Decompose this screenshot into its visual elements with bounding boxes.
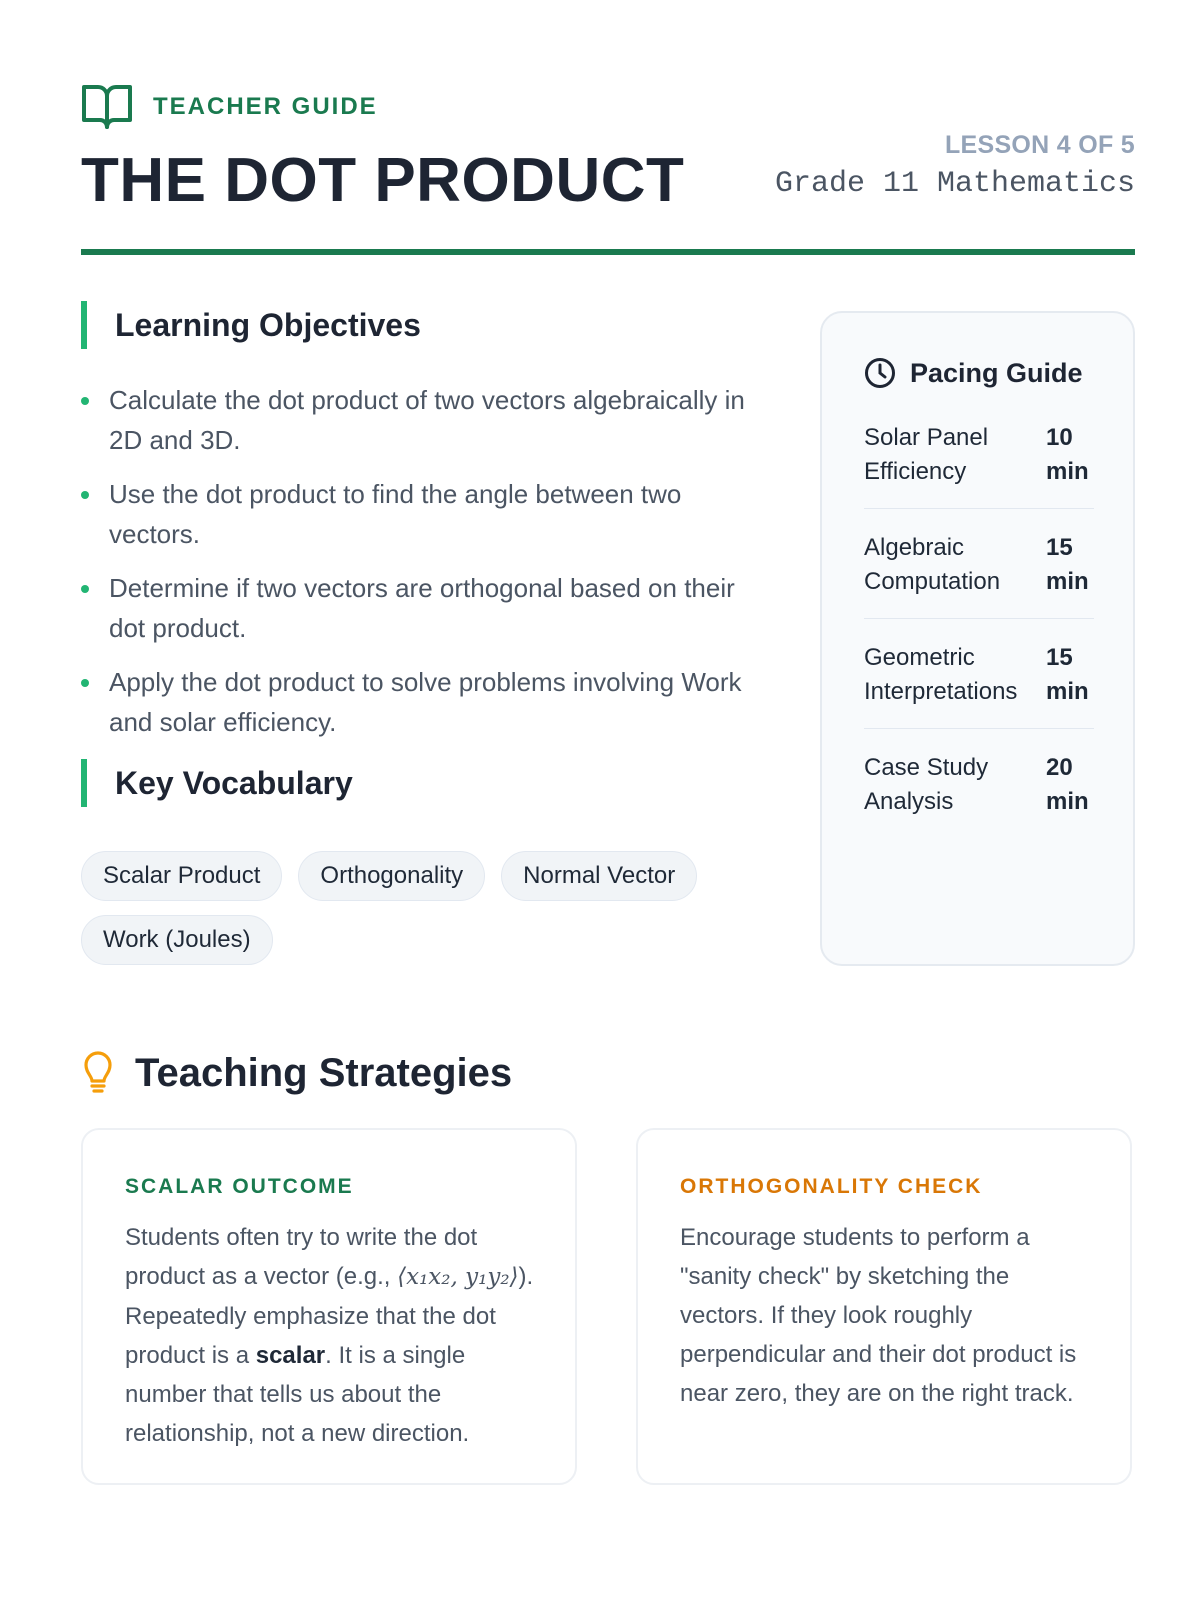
- pacing-duration: 20 min: [1046, 754, 1089, 815]
- strategy-text-part: . It is a single number that tells us about the relationship, not a new direction.: [125, 1342, 470, 1447]
- pacing-duration: 10 min: [1046, 424, 1089, 485]
- pacing-guide-card: [820, 311, 1135, 966]
- pacing-duration: 15 min: [1046, 644, 1089, 705]
- eyebrow-label: TEACHER GUIDE: [153, 93, 378, 120]
- vocab-chip: Normal Vector: [501, 851, 697, 901]
- vocabulary-heading: [81, 759, 353, 807]
- strategy-text: [125, 1218, 535, 1453]
- strategies-heading: [81, 1045, 512, 1101]
- pacing-activity: Geometric Interpretations: [864, 644, 1018, 705]
- pacing-duration: 15 min: [1046, 534, 1089, 595]
- pacing-activity: Solar Panel Efficiency: [864, 424, 989, 485]
- pacing-activity: Case Study Analysis: [864, 754, 989, 815]
- grade-level: Grade 11 Mathematics: [774, 167, 1135, 201]
- objective-item: Calculate the dot product of two vectors algebraically in 2D and 3D.: [81, 380, 751, 460]
- pacing-row: [864, 421, 1094, 509]
- vocab-chip: Orthogonality: [298, 851, 485, 901]
- header-divider: [81, 249, 1135, 255]
- objective-item: Use the dot product to find the angle between two vectors.: [81, 474, 751, 554]
- pacing-title: Pacing Guide: [910, 357, 1083, 388]
- pacing-activity: Algebraic Computation: [864, 534, 1001, 595]
- pacing-heading: [864, 357, 1083, 389]
- pacing-row: [864, 641, 1094, 729]
- heading-accent-bar: [81, 759, 87, 807]
- strategy-emphasis: scalar: [255, 1342, 326, 1369]
- lesson-meta: [775, 128, 1135, 206]
- objectives-title: Learning Objectives: [115, 306, 421, 343]
- strategy-card-orthogonality: [636, 1128, 1132, 1485]
- page-title: THE DOT PRODUCT: [81, 146, 685, 215]
- teacher-guide-page: [81, 0, 1135, 1600]
- strategy-text: Encourage students to perform a "sanity check" by sketching the vectors. If they look roughly perpendicular and their dot product is near zero, they are on the right track.: [680, 1224, 1077, 1407]
- math-expression: ⟨x₁x₂, y₁y₂⟩: [397, 1264, 519, 1290]
- objectives-heading: [81, 301, 421, 349]
- vocab-chip: Work (Joules): [81, 915, 273, 965]
- strategy-label: ORTHOGONALITY CHECK: [680, 1175, 983, 1198]
- lesson-number: LESSON 4 OF 5: [944, 131, 1135, 159]
- pacing-row: [864, 531, 1094, 619]
- vocab-chip: Scalar Product: [81, 851, 282, 901]
- vocabulary-chips: [81, 851, 761, 965]
- strategy-text-part: ). Repeatedly emphasize that the dot product is a: [125, 1263, 534, 1369]
- lightbulb-icon: [81, 1051, 115, 1095]
- objective-item: Determine if two vectors are orthogonal based on their dot product.: [81, 568, 751, 648]
- eyebrow: [81, 83, 378, 131]
- pacing-list: [864, 421, 1094, 861]
- objectives-list: [81, 380, 751, 756]
- strategies-title: Teaching Strategies: [135, 1050, 513, 1095]
- pacing-row: [864, 751, 1094, 839]
- objective-item: Apply the dot product to solve problems involving Work and solar efficiency.: [81, 662, 751, 742]
- vocabulary-title: Key Vocabulary: [115, 764, 353, 801]
- clock-icon: [864, 357, 896, 389]
- strategy-text-part: Students often try to write the dot product as a vector (e.g.,: [125, 1224, 478, 1290]
- strategy-card-scalar: [81, 1128, 577, 1485]
- heading-accent-bar: [81, 301, 87, 349]
- strategy-label: SCALAR OUTCOME: [125, 1175, 354, 1198]
- book-open-icon: [81, 83, 133, 131]
